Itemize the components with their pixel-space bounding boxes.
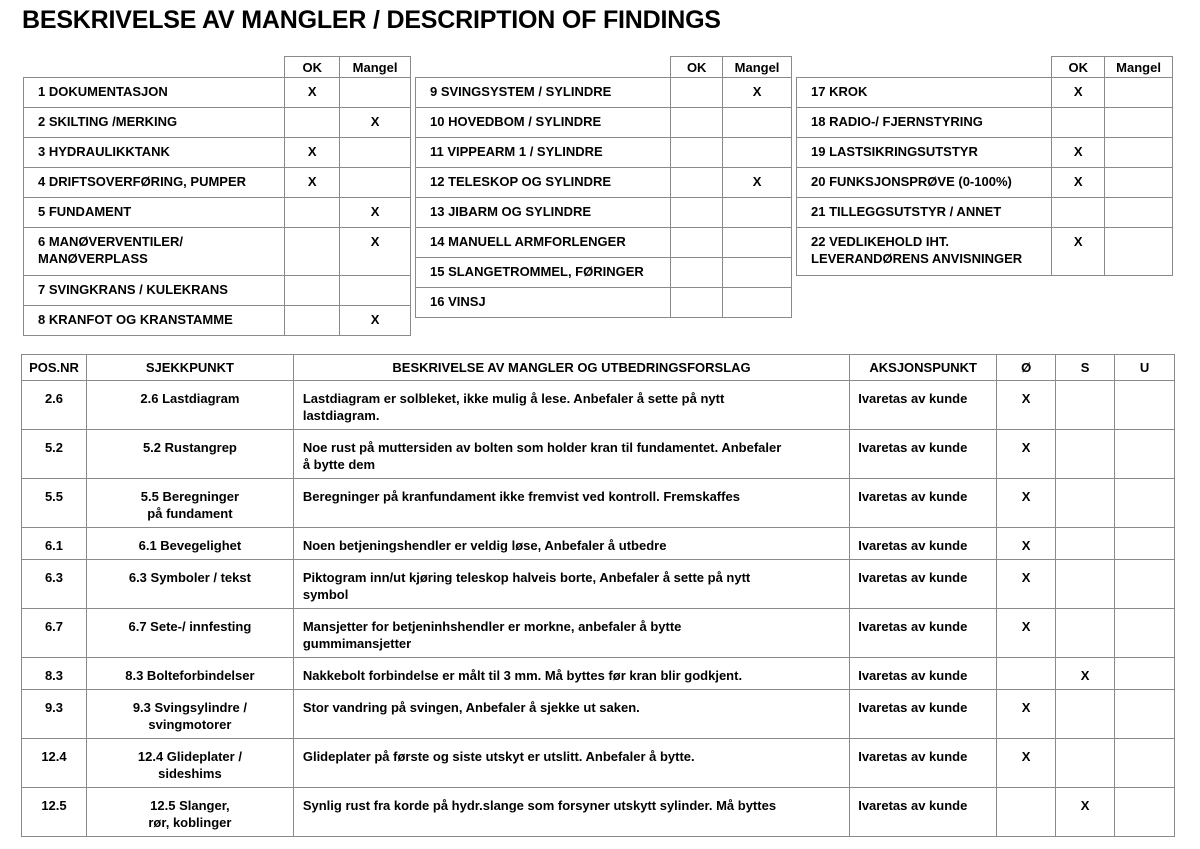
summary-ok-mark (671, 108, 723, 138)
findings-row (22, 658, 1175, 690)
summary-mangel-mark (723, 288, 792, 318)
finding-action: Ivaretas av kunde (850, 658, 997, 690)
summary-item-label: 5 FUNDAMENT (24, 198, 285, 228)
finding-pos: 5.2 (22, 430, 87, 479)
summary-row (24, 276, 411, 306)
page-title: BESKRIVELSE AV MANGLER / DESCRIPTION OF FINDINGS (22, 6, 721, 34)
summary-row (797, 108, 1173, 138)
summary-mangel-mark (340, 168, 411, 198)
summary-item-label: 18 RADIO-/ FJERNSTYRING (797, 108, 1052, 138)
summary-item-label: 3 HYDRAULIKKTANK (24, 138, 285, 168)
summary-ok-mark (671, 288, 723, 318)
summary-ok-mark: X (1052, 78, 1105, 108)
summary-ok-mark: X (285, 78, 340, 108)
findings-row (22, 528, 1175, 560)
finding-description: Piktogram inn/ut kjøring teleskop halveis borte, Anbefaler å sette på nytt symbol (293, 560, 849, 609)
col-ok: OK (285, 57, 340, 78)
header-u: U (1115, 355, 1175, 381)
finding-point: 12.4 Glideplater / sideshims (86, 739, 293, 788)
summary-ok-mark (671, 138, 723, 168)
summary-row (24, 228, 411, 276)
finding-action: Ivaretas av kunde (850, 381, 997, 430)
summary-item-label: 8 KRANFOT OG KRANSTAMME (24, 306, 285, 336)
summary-mangel-mark (1105, 108, 1173, 138)
finding-action: Ivaretas av kunde (850, 560, 997, 609)
finding-pos: 6.1 (22, 528, 87, 560)
findings-row (22, 381, 1175, 430)
summary-ok-mark (671, 168, 723, 198)
summary-row (416, 198, 792, 228)
header-action: AKSJONSPUNKT (850, 355, 997, 381)
finding-o-mark (997, 788, 1056, 837)
finding-point: 2.6 Lastdiagram (86, 381, 293, 430)
finding-u-mark (1115, 479, 1175, 528)
finding-point: 6.7 Sete-/ innfesting (86, 609, 293, 658)
finding-s-mark (1056, 430, 1115, 479)
finding-point: 5.5 Beregninger på fundament (86, 479, 293, 528)
summary-mangel-mark: X (340, 306, 411, 336)
finding-point: 9.3 Svingsylindre / svingmotorer (86, 690, 293, 739)
finding-o-mark: X (997, 609, 1056, 658)
summary-row (797, 168, 1173, 198)
summary-row (24, 306, 411, 336)
finding-pos: 12.5 (22, 788, 87, 837)
summary-item-label: 17 KROK (797, 78, 1052, 108)
finding-pos: 6.3 (22, 560, 87, 609)
finding-description: Synlig rust fra korde på hydr.slange som forsyner utskytt sylinder. Må byttes (293, 788, 849, 837)
summary-ok-mark (285, 198, 340, 228)
summary-item-label: 20 FUNKSJONSPRØVE (0-100%) (797, 168, 1052, 198)
summary-ok-mark (285, 228, 340, 276)
finding-s-mark (1056, 381, 1115, 430)
finding-point: 6.1 Bevegelighet (86, 528, 293, 560)
finding-u-mark (1115, 690, 1175, 739)
findings-row (22, 739, 1175, 788)
finding-s-mark (1056, 479, 1115, 528)
finding-u-mark (1115, 528, 1175, 560)
summary-ok-mark: X (1052, 168, 1105, 198)
summary-mangel-mark (1105, 138, 1173, 168)
finding-s-mark (1056, 528, 1115, 560)
finding-o-mark: X (997, 690, 1056, 739)
summary-mangel-mark (723, 198, 792, 228)
summary-item-label: 7 SVINGKRANS / KULEKRANS (24, 276, 285, 306)
summary-item-label: 11 VIPPEARM 1 / SYLINDRE (416, 138, 671, 168)
finding-pos: 6.7 (22, 609, 87, 658)
summary-row (24, 138, 411, 168)
summary-row (24, 168, 411, 198)
finding-u-mark (1115, 788, 1175, 837)
finding-description: Noe rust på muttersiden av bolten som holder kran til fundamentet. Anbefaler å bytte dem (293, 430, 849, 479)
summary-ok-mark (671, 228, 723, 258)
summary-mangel-mark: X (340, 198, 411, 228)
finding-point: 8.3 Bolteforbindelser (86, 658, 293, 690)
summary-row (24, 198, 411, 228)
findings-row (22, 479, 1175, 528)
finding-description: Lastdiagram er solbleket, ikke mulig å lese. Anbefaler å sette på nytt lastdiagram. (293, 381, 849, 430)
finding-o-mark: X (997, 528, 1056, 560)
summary-row (797, 138, 1173, 168)
finding-action: Ivaretas av kunde (850, 690, 997, 739)
summary-item-label: 19 LASTSIKRINGSUTSTYR (797, 138, 1052, 168)
finding-description: Noen betjeningshendler er veldig løse, Anbefaler å utbedre (293, 528, 849, 560)
finding-u-mark (1115, 739, 1175, 788)
finding-action: Ivaretas av kunde (850, 528, 997, 560)
col-ok: OK (1052, 57, 1105, 78)
summary-table-2 (415, 56, 792, 318)
summary-item-label: 10 HOVEDBOM / SYLINDRE (416, 108, 671, 138)
summary-mangel-mark (340, 138, 411, 168)
finding-s-mark: X (1056, 788, 1115, 837)
finding-u-mark (1115, 609, 1175, 658)
summary-item-label: 14 MANUELL ARMFORLENGER (416, 228, 671, 258)
summary-row (416, 168, 792, 198)
summary-row (416, 78, 792, 108)
finding-pos: 8.3 (22, 658, 87, 690)
summary-ok-mark (1052, 108, 1105, 138)
finding-pos: 5.5 (22, 479, 87, 528)
finding-o-mark: X (997, 739, 1056, 788)
finding-o-mark: X (997, 381, 1056, 430)
summary-item-label: 12 TELESKOP OG SYLINDRE (416, 168, 671, 198)
findings-row (22, 788, 1175, 837)
finding-s-mark (1056, 690, 1115, 739)
summary-ok-mark (671, 258, 723, 288)
summary-table-1 (23, 56, 411, 336)
finding-action: Ivaretas av kunde (850, 739, 997, 788)
summary-ok-mark: X (1052, 228, 1105, 276)
summary-mangel-mark (340, 276, 411, 306)
summary-row (24, 78, 411, 108)
header-pos: POS.NR (22, 355, 87, 381)
summary-item-label: 6 MANØVERVENTILER/ MANØVERPLASS (24, 228, 285, 276)
summary-mangel-mark (340, 78, 411, 108)
summary-table-3 (796, 56, 1173, 276)
summary-row (416, 288, 792, 318)
summary-ok-mark (285, 306, 340, 336)
summary-item-label: 2 SKILTING /MERKING (24, 108, 285, 138)
finding-u-mark (1115, 381, 1175, 430)
header-o: Ø (997, 355, 1056, 381)
col-mangel: Mangel (723, 57, 792, 78)
finding-u-mark (1115, 430, 1175, 479)
summary-row (416, 108, 792, 138)
summary-mangel-mark (1105, 78, 1173, 108)
summary-ok-mark: X (1052, 138, 1105, 168)
header-s: S (1056, 355, 1115, 381)
summary-item-label: 21 TILLEGGSUTSTYR / ANNET (797, 198, 1052, 228)
finding-s-mark (1056, 739, 1115, 788)
finding-point: 6.3 Symboler / tekst (86, 560, 293, 609)
summary-mangel-mark: X (340, 108, 411, 138)
summary-item-label: 1 DOKUMENTASJON (24, 78, 285, 108)
finding-pos: 2.6 (22, 381, 87, 430)
findings-row (22, 690, 1175, 739)
summary-mangel-mark (723, 138, 792, 168)
summary-row (797, 228, 1173, 276)
summary-ok-mark (671, 78, 723, 108)
finding-o-mark: X (997, 560, 1056, 609)
summary-row (24, 108, 411, 138)
finding-action: Ivaretas av kunde (850, 609, 997, 658)
finding-s-mark: X (1056, 658, 1115, 690)
summary-ok-mark (1052, 198, 1105, 228)
findings-table (21, 354, 1175, 837)
finding-description: Beregninger på kranfundament ikke fremvist ved kontroll. Fremskaffes (293, 479, 849, 528)
summary-item-label: 13 JIBARM OG SYLINDRE (416, 198, 671, 228)
finding-point: 12.5 Slanger, rør, koblinger (86, 788, 293, 837)
col-mangel: Mangel (340, 57, 411, 78)
summary-item-label: 22 VEDLIKEHOLD IHT. LEVERANDØRENS ANVISNINGER (797, 228, 1052, 276)
summary-row (797, 78, 1173, 108)
summary-item-label: 16 VINSJ (416, 288, 671, 318)
summary-mangel-mark (723, 228, 792, 258)
finding-action: Ivaretas av kunde (850, 479, 997, 528)
finding-action: Ivaretas av kunde (850, 788, 997, 837)
header-point: SJEKKPUNKT (86, 355, 293, 381)
finding-point: 5.2 Rustangrep (86, 430, 293, 479)
summary-mangel-mark: X (340, 228, 411, 276)
summary-mangel-mark (723, 258, 792, 288)
finding-o-mark (997, 658, 1056, 690)
summary-ok-mark (671, 198, 723, 228)
finding-s-mark (1056, 560, 1115, 609)
summary-row (797, 198, 1173, 228)
finding-o-mark: X (997, 430, 1056, 479)
finding-o-mark: X (997, 479, 1056, 528)
summary-mangel-mark (1105, 168, 1173, 198)
finding-description: Mansjetter for betjeninhshendler er morkne, anbefaler å bytte gummimansjetter (293, 609, 849, 658)
summary-ok-mark (285, 108, 340, 138)
col-ok: OK (671, 57, 723, 78)
summary-ok-mark (285, 276, 340, 306)
summary-item-label: 4 DRIFTSOVERFØRING, PUMPER (24, 168, 285, 198)
findings-row (22, 560, 1175, 609)
summary-item-label: 9 SVINGSYSTEM / SYLINDRE (416, 78, 671, 108)
summary-row (416, 138, 792, 168)
summary-row (416, 258, 792, 288)
summary-ok-mark: X (285, 138, 340, 168)
summary-item-label: 15 SLANGETROMMEL, FØRINGER (416, 258, 671, 288)
summary-ok-mark: X (285, 168, 340, 198)
findings-row (22, 609, 1175, 658)
summary-mangel-mark (1105, 198, 1173, 228)
header-desc: BESKRIVELSE AV MANGLER OG UTBEDRINGSFORSLAG (293, 355, 849, 381)
finding-description: Nakkebolt forbindelse er målt til 3 mm. Må byttes før kran blir godkjent. (293, 658, 849, 690)
finding-pos: 12.4 (22, 739, 87, 788)
findings-row (22, 430, 1175, 479)
finding-action: Ivaretas av kunde (850, 430, 997, 479)
finding-description: Glideplater på første og siste utskyt er utslitt. Anbefaler å bytte. (293, 739, 849, 788)
summary-mangel-mark: X (723, 78, 792, 108)
summary-mangel-mark (1105, 228, 1173, 276)
col-mangel: Mangel (1105, 57, 1173, 78)
finding-pos: 9.3 (22, 690, 87, 739)
summary-mangel-mark (723, 108, 792, 138)
finding-u-mark (1115, 658, 1175, 690)
summary-row (416, 228, 792, 258)
finding-u-mark (1115, 560, 1175, 609)
finding-description: Stor vandring på svingen, Anbefaler å sjekke ut saken. (293, 690, 849, 739)
finding-s-mark (1056, 609, 1115, 658)
summary-mangel-mark: X (723, 168, 792, 198)
